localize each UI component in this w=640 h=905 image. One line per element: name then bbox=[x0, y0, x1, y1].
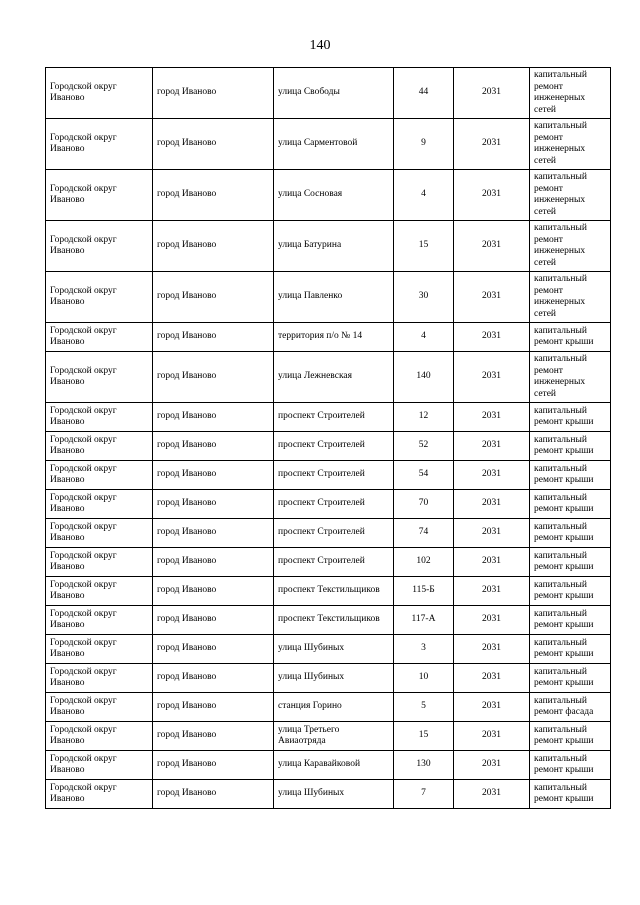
table-row bbox=[46, 221, 611, 272]
table-row bbox=[46, 323, 611, 352]
city-cell: город Иваново bbox=[153, 403, 274, 432]
house-number-cell: 12 bbox=[394, 403, 454, 432]
city-cell: город Иваново bbox=[153, 432, 274, 461]
municipality-cell: Городской округ Иваново bbox=[46, 170, 153, 221]
work-type-cell: капитальный ремонт инженерных сетей bbox=[530, 221, 611, 272]
table-row bbox=[46, 664, 611, 693]
year-cell: 2031 bbox=[454, 751, 530, 780]
year-cell: 2031 bbox=[454, 664, 530, 693]
city-cell: город Иваново bbox=[153, 519, 274, 548]
city-cell: город Иваново bbox=[153, 490, 274, 519]
house-number-cell: 140 bbox=[394, 352, 454, 403]
street-cell: улица Шубиных bbox=[274, 664, 394, 693]
table-body bbox=[46, 68, 611, 809]
table-row bbox=[46, 780, 611, 809]
municipality-cell: Городской округ Иваново bbox=[46, 272, 153, 323]
street-cell: проспект Строителей bbox=[274, 519, 394, 548]
house-number-cell: 4 bbox=[394, 170, 454, 221]
house-number-cell: 7 bbox=[394, 780, 454, 809]
work-type-cell: капитальный ремонт крыши bbox=[530, 403, 611, 432]
year-cell: 2031 bbox=[454, 272, 530, 323]
street-cell: проспект Строителей bbox=[274, 461, 394, 490]
municipality-cell: Городской округ Иваново bbox=[46, 403, 153, 432]
municipality-cell: Городской округ Иваново bbox=[46, 432, 153, 461]
table-row bbox=[46, 606, 611, 635]
city-cell: город Иваново bbox=[153, 751, 274, 780]
municipality-cell: Городской округ Иваново bbox=[46, 352, 153, 403]
street-cell: улица Шубиных bbox=[274, 635, 394, 664]
municipality-cell: Городской округ Иваново bbox=[46, 606, 153, 635]
year-cell: 2031 bbox=[454, 432, 530, 461]
work-type-cell: капитальный ремонт крыши bbox=[530, 461, 611, 490]
table-row bbox=[46, 403, 611, 432]
city-cell: город Иваново bbox=[153, 664, 274, 693]
street-cell: улица Батурина bbox=[274, 221, 394, 272]
municipality-cell: Городской округ Иваново bbox=[46, 780, 153, 809]
year-cell: 2031 bbox=[454, 170, 530, 221]
page-number: 140 bbox=[309, 38, 331, 53]
street-cell: улица Третьего Авиаотряда bbox=[274, 722, 394, 751]
municipality-cell: Городской округ Иваново bbox=[46, 461, 153, 490]
city-cell: город Иваново bbox=[153, 323, 274, 352]
municipality-cell: Городской округ Иваново bbox=[46, 693, 153, 722]
table-row bbox=[46, 751, 611, 780]
year-cell: 2031 bbox=[454, 548, 530, 577]
work-type-cell: капитальный ремонт крыши bbox=[530, 606, 611, 635]
street-cell: проспект Текстильщиков bbox=[274, 606, 394, 635]
house-number-cell: 117-А bbox=[394, 606, 454, 635]
year-cell: 2031 bbox=[454, 352, 530, 403]
street-cell: проспект Строителей bbox=[274, 432, 394, 461]
table-row bbox=[46, 693, 611, 722]
municipality-cell: Городской округ Иваново bbox=[46, 221, 153, 272]
city-cell: город Иваново bbox=[153, 635, 274, 664]
street-cell: станция Горино bbox=[274, 693, 394, 722]
municipality-cell: Городской округ Иваново bbox=[46, 68, 153, 119]
year-cell: 2031 bbox=[454, 119, 530, 170]
year-cell: 2031 bbox=[454, 606, 530, 635]
year-cell: 2031 bbox=[454, 722, 530, 751]
table-row bbox=[46, 461, 611, 490]
year-cell: 2031 bbox=[454, 635, 530, 664]
street-cell: проспект Строителей bbox=[274, 548, 394, 577]
street-cell: территория п/о № 14 bbox=[274, 323, 394, 352]
work-type-cell: капитальный ремонт крыши bbox=[530, 432, 611, 461]
street-cell: улица Свободы bbox=[274, 68, 394, 119]
municipality-cell: Городской округ Иваново bbox=[46, 577, 153, 606]
year-cell: 2031 bbox=[454, 221, 530, 272]
house-number-cell: 70 bbox=[394, 490, 454, 519]
table-row bbox=[46, 170, 611, 221]
house-number-cell: 44 bbox=[394, 68, 454, 119]
table-row bbox=[46, 519, 611, 548]
city-cell: город Иваново bbox=[153, 119, 274, 170]
house-number-cell: 115-Б bbox=[394, 577, 454, 606]
city-cell: город Иваново bbox=[153, 352, 274, 403]
work-type-cell: капитальный ремонт крыши bbox=[530, 519, 611, 548]
city-cell: город Иваново bbox=[153, 170, 274, 221]
year-cell: 2031 bbox=[454, 780, 530, 809]
work-type-cell: капитальный ремонт крыши bbox=[530, 490, 611, 519]
table-row bbox=[46, 68, 611, 119]
municipality-cell: Городской округ Иваново bbox=[46, 722, 153, 751]
city-cell: город Иваново bbox=[153, 272, 274, 323]
street-cell: проспект Строителей bbox=[274, 403, 394, 432]
table-row bbox=[46, 432, 611, 461]
work-type-cell: капитальный ремонт крыши bbox=[530, 780, 611, 809]
work-type-cell: капитальный ремонт инженерных сетей bbox=[530, 68, 611, 119]
year-cell: 2031 bbox=[454, 693, 530, 722]
work-type-cell: капитальный ремонт крыши bbox=[530, 722, 611, 751]
street-cell: проспект Строителей bbox=[274, 490, 394, 519]
year-cell: 2031 bbox=[454, 490, 530, 519]
municipality-cell: Городской округ Иваново bbox=[46, 490, 153, 519]
house-number-cell: 10 bbox=[394, 664, 454, 693]
house-number-cell: 4 bbox=[394, 323, 454, 352]
municipality-cell: Городской округ Иваново bbox=[46, 519, 153, 548]
house-number-cell: 15 bbox=[394, 722, 454, 751]
year-cell: 2031 bbox=[454, 519, 530, 548]
city-cell: город Иваново bbox=[153, 68, 274, 119]
house-number-cell: 3 bbox=[394, 635, 454, 664]
table-row bbox=[46, 490, 611, 519]
house-number-cell: 74 bbox=[394, 519, 454, 548]
year-cell: 2031 bbox=[454, 577, 530, 606]
city-cell: город Иваново bbox=[153, 606, 274, 635]
municipality-cell: Городской округ Иваново bbox=[46, 119, 153, 170]
work-type-cell: капитальный ремонт инженерных сетей bbox=[530, 352, 611, 403]
table-row bbox=[46, 119, 611, 170]
work-type-cell: капитальный ремонт крыши bbox=[530, 664, 611, 693]
municipality-cell: Городской округ Иваново bbox=[46, 751, 153, 780]
street-cell: улица Лежневская bbox=[274, 352, 394, 403]
table-row bbox=[46, 352, 611, 403]
house-number-cell: 30 bbox=[394, 272, 454, 323]
city-cell: город Иваново bbox=[153, 722, 274, 751]
street-cell: улица Каравайковой bbox=[274, 751, 394, 780]
year-cell: 2031 bbox=[454, 403, 530, 432]
table-row bbox=[46, 635, 611, 664]
municipality-cell: Городской округ Иваново bbox=[46, 548, 153, 577]
repair-schedule-table bbox=[45, 67, 611, 809]
work-type-cell: капитальный ремонт крыши bbox=[530, 323, 611, 352]
table-row bbox=[46, 548, 611, 577]
street-cell: улица Павленко bbox=[274, 272, 394, 323]
city-cell: город Иваново bbox=[153, 221, 274, 272]
city-cell: город Иваново bbox=[153, 693, 274, 722]
street-cell: улица Сарментовой bbox=[274, 119, 394, 170]
year-cell: 2031 bbox=[454, 68, 530, 119]
work-type-cell: капитальный ремонт инженерных сетей bbox=[530, 170, 611, 221]
house-number-cell: 130 bbox=[394, 751, 454, 780]
year-cell: 2031 bbox=[454, 323, 530, 352]
work-type-cell: капитальный ремонт крыши bbox=[530, 635, 611, 664]
municipality-cell: Городской округ Иваново bbox=[46, 323, 153, 352]
city-cell: город Иваново bbox=[153, 548, 274, 577]
municipality-cell: Городской округ Иваново bbox=[46, 664, 153, 693]
house-number-cell: 15 bbox=[394, 221, 454, 272]
house-number-cell: 5 bbox=[394, 693, 454, 722]
table-row bbox=[46, 577, 611, 606]
year-cell: 2031 bbox=[454, 461, 530, 490]
street-cell: улица Сосновая bbox=[274, 170, 394, 221]
house-number-cell: 9 bbox=[394, 119, 454, 170]
work-type-cell: капитальный ремонт крыши bbox=[530, 577, 611, 606]
work-type-cell: капитальный ремонт инженерных сетей bbox=[530, 119, 611, 170]
street-cell: проспект Текстильщиков bbox=[274, 577, 394, 606]
house-number-cell: 54 bbox=[394, 461, 454, 490]
city-cell: город Иваново bbox=[153, 461, 274, 490]
work-type-cell: капитальный ремонт инженерных сетей bbox=[530, 272, 611, 323]
house-number-cell: 52 bbox=[394, 432, 454, 461]
table-row bbox=[46, 722, 611, 751]
house-number-cell: 102 bbox=[394, 548, 454, 577]
city-cell: город Иваново bbox=[153, 577, 274, 606]
work-type-cell: капитальный ремонт крыши bbox=[530, 751, 611, 780]
work-type-cell: капитальный ремонт фасада bbox=[530, 693, 611, 722]
city-cell: город Иваново bbox=[153, 780, 274, 809]
table-row bbox=[46, 272, 611, 323]
street-cell: улица Шубиных bbox=[274, 780, 394, 809]
municipality-cell: Городской округ Иваново bbox=[46, 635, 153, 664]
work-type-cell: капитальный ремонт крыши bbox=[530, 548, 611, 577]
